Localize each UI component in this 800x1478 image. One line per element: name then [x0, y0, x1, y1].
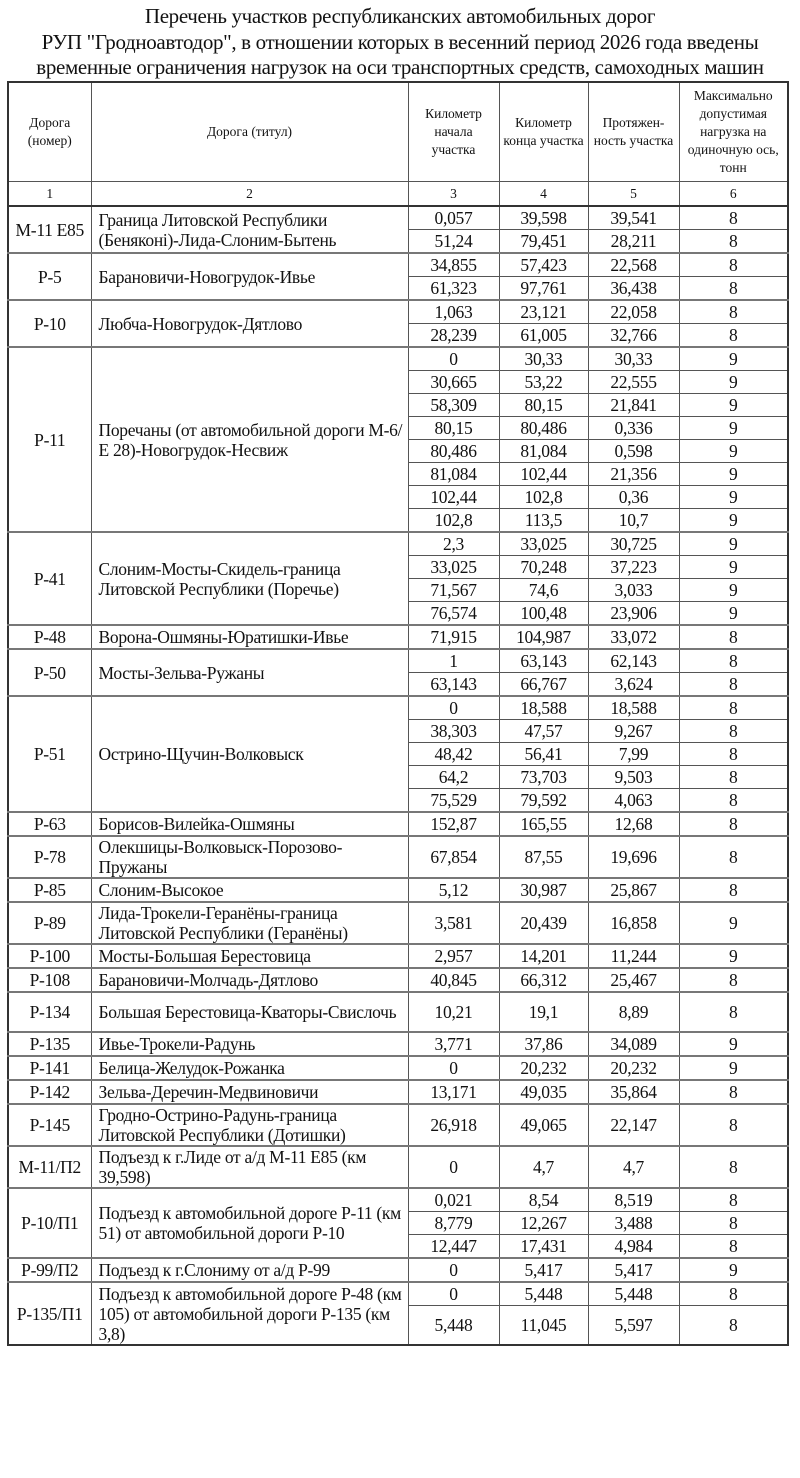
column-index: 6	[679, 182, 788, 207]
length-cell: 22,555	[588, 371, 679, 394]
document-title	[0, 4, 800, 81]
road-number-cell: Р-134	[8, 992, 91, 1032]
km-end-cell: 33,025	[499, 532, 588, 556]
length-cell: 4,984	[588, 1235, 679, 1259]
km-start-cell: 30,665	[408, 371, 499, 394]
length-cell: 5,417	[588, 1258, 679, 1282]
km-start-cell: 1,063	[408, 300, 499, 324]
road-title-cell: Любча-Новогрудок-Дятлово	[91, 300, 408, 347]
length-cell: 21,356	[588, 463, 679, 486]
km-start-cell: 5,12	[408, 878, 499, 902]
road-title-cell: Гродно-Острино-Радунь-граница Литовской Республики (Дотишки)	[91, 1104, 408, 1146]
length-cell: 12,68	[588, 812, 679, 836]
max-axle-load-cell: 8	[679, 1282, 788, 1306]
road-number-cell: Р-100	[8, 944, 91, 968]
road-title-cell: Олекшицы-Волковыск-Порозово-Пружаны	[91, 836, 408, 878]
km-end-cell: 104,987	[499, 625, 588, 649]
max-axle-load-cell: 8	[679, 1080, 788, 1104]
column-index: 2	[91, 182, 408, 207]
road-number-cell: Р-108	[8, 968, 91, 992]
max-axle-load-cell: 8	[679, 673, 788, 697]
road-restrictions-table	[7, 81, 789, 1346]
length-cell: 25,867	[588, 878, 679, 902]
km-start-cell: 5,448	[408, 1306, 499, 1346]
length-cell: 18,588	[588, 696, 679, 720]
road-title-cell: Граница Литовской Республики (Беняконі)-Лида-Слоним-Бытень	[91, 206, 408, 253]
road-number-cell: Р-85	[8, 878, 91, 902]
max-axle-load-cell: 8	[679, 625, 788, 649]
max-axle-load-cell: 8	[679, 649, 788, 673]
km-start-cell: 0	[408, 347, 499, 371]
max-axle-load-cell: 9	[679, 902, 788, 944]
table-row	[8, 968, 788, 992]
km-end-cell: 49,065	[499, 1104, 588, 1146]
max-axle-load-cell: 8	[679, 878, 788, 902]
km-end-cell: 49,035	[499, 1080, 588, 1104]
km-start-cell: 0,021	[408, 1188, 499, 1212]
table-row	[8, 347, 788, 371]
road-title-cell: Зельва-Деречин-Медвиновичи	[91, 1080, 408, 1104]
km-end-cell: 30,987	[499, 878, 588, 902]
km-start-cell: 48,42	[408, 743, 499, 766]
max-axle-load-cell: 8	[679, 836, 788, 878]
km-end-cell: 80,15	[499, 394, 588, 417]
max-axle-load-cell: 9	[679, 1032, 788, 1056]
km-end-cell: 73,703	[499, 766, 588, 789]
km-end-cell: 14,201	[499, 944, 588, 968]
km-end-cell: 47,57	[499, 720, 588, 743]
km-end-cell: 56,41	[499, 743, 588, 766]
km-start-cell: 38,303	[408, 720, 499, 743]
length-cell: 9,503	[588, 766, 679, 789]
length-cell: 5,448	[588, 1282, 679, 1306]
km-start-cell: 8,779	[408, 1212, 499, 1235]
km-end-cell: 87,55	[499, 836, 588, 878]
header-max-axle-load: Максимально допустимая нагрузка на одиночную ось, тонн	[679, 82, 788, 182]
km-end-cell: 39,598	[499, 206, 588, 230]
km-start-cell: 152,87	[408, 812, 499, 836]
km-end-cell: 5,417	[499, 1258, 588, 1282]
road-title-cell: Большая Берестовица-Кваторы-Свислочь	[91, 992, 408, 1032]
table-row	[8, 902, 788, 944]
length-cell: 11,244	[588, 944, 679, 968]
table-row	[8, 1056, 788, 1080]
km-end-cell: 12,267	[499, 1212, 588, 1235]
length-cell: 62,143	[588, 649, 679, 673]
max-axle-load-cell: 8	[679, 230, 788, 254]
road-number-cell: М-11/П2	[8, 1146, 91, 1188]
km-end-cell: 19,1	[499, 992, 588, 1032]
length-cell: 22,568	[588, 253, 679, 277]
km-start-cell: 0	[408, 1282, 499, 1306]
km-end-cell: 100,48	[499, 602, 588, 626]
road-title-cell: Слоним-Высокое	[91, 878, 408, 902]
km-start-cell: 13,171	[408, 1080, 499, 1104]
road-title-cell: Подъезд к автомобильной дороге Р-48 (км 105) от автомобильной дороги Р-135 (км 3,8)	[91, 1282, 408, 1345]
road-number-cell: Р-10	[8, 300, 91, 347]
max-axle-load-cell: 9	[679, 394, 788, 417]
road-number-cell: Р-142	[8, 1080, 91, 1104]
km-end-cell: 66,312	[499, 968, 588, 992]
column-index-row	[8, 182, 788, 207]
road-title-cell: Подъезд к г.Слониму от а/д Р-99	[91, 1258, 408, 1282]
length-cell: 22,058	[588, 300, 679, 324]
max-axle-load-cell: 8	[679, 720, 788, 743]
road-title-cell: Подъезд к г.Лиде от а/д М-11 Е85 (км 39,598)	[91, 1146, 408, 1188]
length-cell: 21,841	[588, 394, 679, 417]
max-axle-load-cell: 8	[679, 1212, 788, 1235]
km-end-cell: 66,767	[499, 673, 588, 697]
column-index: 3	[408, 182, 499, 207]
table-row	[8, 1080, 788, 1104]
km-start-cell: 1	[408, 649, 499, 673]
max-axle-load-cell: 8	[679, 696, 788, 720]
km-start-cell: 3,771	[408, 1032, 499, 1056]
title-line: Перечень участков республиканских автомобильных дорог	[144, 4, 656, 28]
length-cell: 3,033	[588, 579, 679, 602]
max-axle-load-cell: 9	[679, 417, 788, 440]
max-axle-load-cell: 9	[679, 509, 788, 533]
km-start-cell: 26,918	[408, 1104, 499, 1146]
km-end-cell: 102,44	[499, 463, 588, 486]
max-axle-load-cell: 9	[679, 440, 788, 463]
length-cell: 8,519	[588, 1188, 679, 1212]
km-start-cell: 67,854	[408, 836, 499, 878]
km-start-cell: 80,15	[408, 417, 499, 440]
road-number-cell: Р-5	[8, 253, 91, 300]
km-start-cell: 2,3	[408, 532, 499, 556]
length-cell: 23,906	[588, 602, 679, 626]
road-number-cell: Р-63	[8, 812, 91, 836]
length-cell: 19,696	[588, 836, 679, 878]
road-number-cell: Р-135/П1	[8, 1282, 91, 1345]
road-number-cell: Р-78	[8, 836, 91, 878]
max-axle-load-cell: 8	[679, 812, 788, 836]
max-axle-load-cell: 9	[679, 579, 788, 602]
table-row	[8, 625, 788, 649]
length-cell: 0,336	[588, 417, 679, 440]
length-cell: 4,063	[588, 789, 679, 813]
km-start-cell: 102,44	[408, 486, 499, 509]
road-title-cell: Подъезд к автомобильной дороге Р-11 (км 51) от автомобильной дороги Р-10	[91, 1188, 408, 1258]
km-end-cell: 165,55	[499, 812, 588, 836]
km-start-cell: 0,057	[408, 206, 499, 230]
road-title-cell: Слоним-Мосты-Скидель-граница Литовской Республики (Поречье)	[91, 532, 408, 625]
max-axle-load-cell: 8	[679, 206, 788, 230]
road-title-cell: Острино-Щучин-Волковыск	[91, 696, 408, 812]
road-title-cell: Лида-Трокели-Геранёны-граница Литовской Республики (Геранёны)	[91, 902, 408, 944]
header-length: Протяжен-ность участка	[588, 82, 679, 182]
length-cell: 30,33	[588, 347, 679, 371]
max-axle-load-cell: 8	[679, 324, 788, 348]
length-cell: 22,147	[588, 1104, 679, 1146]
table-row	[8, 1146, 788, 1188]
km-end-cell: 70,248	[499, 556, 588, 579]
table-row	[8, 253, 788, 277]
km-start-cell: 0	[408, 1056, 499, 1080]
km-start-cell: 0	[408, 696, 499, 720]
km-end-cell: 30,33	[499, 347, 588, 371]
table-row	[8, 812, 788, 836]
table-row	[8, 944, 788, 968]
max-axle-load-cell: 9	[679, 532, 788, 556]
km-end-cell: 17,431	[499, 1235, 588, 1259]
km-end-cell: 61,005	[499, 324, 588, 348]
max-axle-load-cell: 8	[679, 253, 788, 277]
length-cell: 35,864	[588, 1080, 679, 1104]
length-cell: 3,488	[588, 1212, 679, 1235]
max-axle-load-cell: 9	[679, 556, 788, 579]
road-number-cell: Р-48	[8, 625, 91, 649]
road-title-cell: Ворона-Ошмяны-Юратишки-Ивье	[91, 625, 408, 649]
km-start-cell: 71,915	[408, 625, 499, 649]
km-end-cell: 113,5	[499, 509, 588, 533]
table-row	[8, 1258, 788, 1282]
table-row	[8, 649, 788, 673]
length-cell: 0,598	[588, 440, 679, 463]
max-axle-load-cell: 8	[679, 1146, 788, 1188]
table-row	[8, 992, 788, 1032]
km-start-cell: 61,323	[408, 277, 499, 301]
table-row	[8, 1032, 788, 1056]
km-end-cell: 81,084	[499, 440, 588, 463]
header-road-title: Дорога (титул)	[91, 82, 408, 182]
table-row	[8, 878, 788, 902]
road-number-cell: Р-145	[8, 1104, 91, 1146]
length-cell: 20,232	[588, 1056, 679, 1080]
road-number-cell: М-11 Е85	[8, 206, 91, 253]
km-end-cell: 37,86	[499, 1032, 588, 1056]
table-row	[8, 532, 788, 556]
max-axle-load-cell: 8	[679, 1235, 788, 1259]
road-number-cell: Р-41	[8, 532, 91, 625]
km-start-cell: 71,567	[408, 579, 499, 602]
km-end-cell: 97,761	[499, 277, 588, 301]
column-index: 5	[588, 182, 679, 207]
length-cell: 16,858	[588, 902, 679, 944]
km-end-cell: 79,592	[499, 789, 588, 813]
km-start-cell: 58,309	[408, 394, 499, 417]
km-end-cell: 53,22	[499, 371, 588, 394]
max-axle-load-cell: 8	[679, 992, 788, 1032]
length-cell: 9,267	[588, 720, 679, 743]
km-start-cell: 33,025	[408, 556, 499, 579]
length-cell: 30,725	[588, 532, 679, 556]
km-start-cell: 3,581	[408, 902, 499, 944]
max-axle-load-cell: 9	[679, 944, 788, 968]
length-cell: 28,211	[588, 230, 679, 254]
length-cell: 4,7	[588, 1146, 679, 1188]
length-cell: 5,597	[588, 1306, 679, 1346]
header-km-end: Километр конца участка	[499, 82, 588, 182]
km-end-cell: 8,54	[499, 1188, 588, 1212]
max-axle-load-cell: 8	[679, 789, 788, 813]
road-title-cell: Мосты-Зельва-Ружаны	[91, 649, 408, 696]
km-start-cell: 28,239	[408, 324, 499, 348]
max-axle-load-cell: 9	[679, 1258, 788, 1282]
km-start-cell: 12,447	[408, 1235, 499, 1259]
max-axle-load-cell: 9	[679, 463, 788, 486]
length-cell: 34,089	[588, 1032, 679, 1056]
km-start-cell: 64,2	[408, 766, 499, 789]
header-row	[8, 82, 788, 182]
length-cell: 10,7	[588, 509, 679, 533]
length-cell: 39,541	[588, 206, 679, 230]
max-axle-load-cell: 8	[679, 743, 788, 766]
km-start-cell: 76,574	[408, 602, 499, 626]
length-cell: 32,766	[588, 324, 679, 348]
road-number-cell: Р-141	[8, 1056, 91, 1080]
km-end-cell: 57,423	[499, 253, 588, 277]
title-line: временные ограничения нагрузок на оси транспортных средств, самоходных машин	[36, 55, 764, 79]
max-axle-load-cell: 9	[679, 486, 788, 509]
max-axle-load-cell: 9	[679, 347, 788, 371]
length-cell: 0,36	[588, 486, 679, 509]
road-title-cell: Ивье-Трокели-Радунь	[91, 1032, 408, 1056]
km-start-cell: 0	[408, 1258, 499, 1282]
max-axle-load-cell: 8	[679, 300, 788, 324]
km-end-cell: 79,451	[499, 230, 588, 254]
table-row	[8, 1188, 788, 1212]
header-km-start: Километр начала участка	[408, 82, 499, 182]
column-index: 4	[499, 182, 588, 207]
road-title-cell: Белица-Желудок-Рожанка	[91, 1056, 408, 1080]
max-axle-load-cell: 8	[679, 1306, 788, 1346]
km-start-cell: 40,845	[408, 968, 499, 992]
km-start-cell: 34,855	[408, 253, 499, 277]
road-number-cell: Р-11	[8, 347, 91, 532]
km-start-cell: 80,486	[408, 440, 499, 463]
length-cell: 36,438	[588, 277, 679, 301]
max-axle-load-cell: 8	[679, 766, 788, 789]
km-start-cell: 2,957	[408, 944, 499, 968]
max-axle-load-cell: 9	[679, 371, 788, 394]
km-start-cell: 51,24	[408, 230, 499, 254]
km-end-cell: 80,486	[499, 417, 588, 440]
km-start-cell: 81,084	[408, 463, 499, 486]
table-body	[8, 206, 788, 1345]
road-title-cell: Борисов-Вилейка-Ошмяны	[91, 812, 408, 836]
road-title-cell: Барановичи-Молчадь-Дятлово	[91, 968, 408, 992]
length-cell: 8,89	[588, 992, 679, 1032]
road-title-cell: Мосты-Большая Берестовица	[91, 944, 408, 968]
km-end-cell: 74,6	[499, 579, 588, 602]
km-start-cell: 10,21	[408, 992, 499, 1032]
km-start-cell: 75,529	[408, 789, 499, 813]
table-row	[8, 1104, 788, 1146]
table-row	[8, 1282, 788, 1306]
km-end-cell: 18,588	[499, 696, 588, 720]
km-end-cell: 102,8	[499, 486, 588, 509]
table-row	[8, 696, 788, 720]
max-axle-load-cell: 9	[679, 1056, 788, 1080]
table-row	[8, 836, 788, 878]
road-number-cell: Р-50	[8, 649, 91, 696]
road-title-cell: Поречаны (от автомобильной дороги М-6/Е 28)-Новогрудок-Несвиж	[91, 347, 408, 532]
max-axle-load-cell: 8	[679, 968, 788, 992]
length-cell: 7,99	[588, 743, 679, 766]
km-end-cell: 63,143	[499, 649, 588, 673]
max-axle-load-cell: 9	[679, 602, 788, 626]
road-number-cell: Р-89	[8, 902, 91, 944]
table-row	[8, 206, 788, 230]
length-cell: 25,467	[588, 968, 679, 992]
km-end-cell: 20,232	[499, 1056, 588, 1080]
km-start-cell: 102,8	[408, 509, 499, 533]
max-axle-load-cell: 8	[679, 277, 788, 301]
road-number-cell: Р-135	[8, 1032, 91, 1056]
max-axle-load-cell: 8	[679, 1104, 788, 1146]
header-road-number: Дорога (номер)	[8, 82, 91, 182]
road-number-cell: Р-10/П1	[8, 1188, 91, 1258]
length-cell: 33,072	[588, 625, 679, 649]
column-index: 1	[8, 182, 91, 207]
table-row	[8, 300, 788, 324]
km-start-cell: 63,143	[408, 673, 499, 697]
road-title-cell: Барановичи-Новогрудок-Ивье	[91, 253, 408, 300]
km-end-cell: 5,448	[499, 1282, 588, 1306]
title-line: РУП "Гродноавтодор", в отношении которых в весенний период 2026 года введены	[41, 29, 759, 54]
length-cell: 3,624	[588, 673, 679, 697]
road-number-cell: Р-51	[8, 696, 91, 812]
km-end-cell: 20,439	[499, 902, 588, 944]
km-end-cell: 23,121	[499, 300, 588, 324]
road-number-cell: Р-99/П2	[8, 1258, 91, 1282]
km-start-cell: 0	[408, 1146, 499, 1188]
km-end-cell: 4,7	[499, 1146, 588, 1188]
max-axle-load-cell: 8	[679, 1188, 788, 1212]
km-end-cell: 11,045	[499, 1306, 588, 1346]
length-cell: 37,223	[588, 556, 679, 579]
